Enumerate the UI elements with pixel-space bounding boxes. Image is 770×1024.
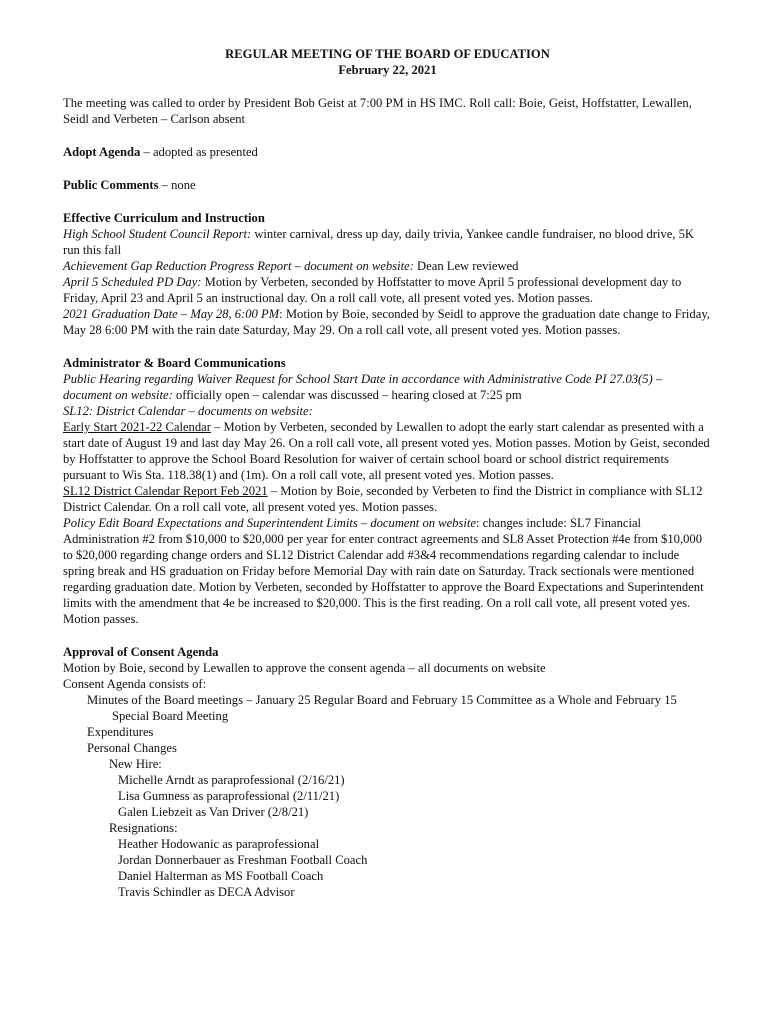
public-hearing-text: officially open – calendar was discussed – hearing closed at 7:25 pm (172, 388, 522, 402)
resignations-label: Resignations: (109, 821, 178, 835)
meeting-date: February 22, 2021 (338, 63, 437, 77)
consent-section (63, 644, 712, 900)
curriculum-item-text: winter carnival, dress up day, daily trivia, Yankee candle fundraiser, no blood drive, 5K run this fall (63, 227, 695, 257)
curriculum-item (63, 306, 712, 338)
admin-heading: Administrator & Board Communications (63, 356, 286, 370)
policy-edit-lead: Policy Edit Board Expectations and Superintendent Limits – document on website (63, 516, 476, 530)
curriculum-item-lead: Achievement Gap Reduction Progress Report – document on website: (63, 259, 414, 273)
spacer (63, 193, 712, 210)
public-hearing-lead: Public Hearing regarding Waiver Request for School Start Date in accordance with Administrative Code PI 27.03(5) – document on website: (63, 372, 663, 402)
spacer (63, 338, 712, 355)
list-item: Michelle Arndt as paraprofessional (2/16/21) (118, 773, 345, 787)
spacer (63, 127, 712, 144)
early-start-item (63, 419, 712, 483)
policy-edit-item (63, 515, 712, 627)
list-item: Heather Hodowanic as paraprofessional (118, 837, 320, 851)
sl12-report-text: – Motion by Boie, seconded by Verbeten to find the District in compliance with SL12 District Calendar. On a roll call vote, all present voted yes. Motion passes. (63, 484, 703, 514)
opening-paragraph: The meeting was called to order by President Bob Geist at 7:00 PM in HS IMC. Roll call: Boie, Geist, Hoffstatter, Lewallen, Seidl and Verbeten – Carlson absent (63, 96, 692, 126)
early-start-text: – Motion by Verbeten, seconded by Lewallen to adopt the early start calendar as presented with a start date of August 19 and last day May 26. On a roll call vote, all present voted yes. Motion passes. Motion by Geist, seconded by Hoffstatter to approve the School Board Resolution for waiver of certain school board or school district requirements pursuant to Wis Sta. 118.38(1) and (1m). On a roll call vote, all present voted yes. Motion passes. (63, 420, 710, 482)
adopt-agenda-line (63, 144, 712, 160)
list-item: Lisa Gumness as paraprofessional (2/11/21) (118, 789, 340, 803)
curriculum-item (63, 226, 712, 258)
curriculum-item (63, 274, 712, 306)
admin-section (63, 355, 712, 627)
curriculum-heading: Effective Curriculum and Instruction (63, 211, 265, 225)
public-hearing-item (63, 371, 712, 403)
curriculum-item-text: Dean Lew reviewed (413, 259, 519, 273)
sl12-report-item (63, 483, 712, 515)
sl12-report-link[interactable]: SL12 District Calendar Report Feb 2021 (63, 484, 268, 498)
adopt-agenda-text: – adopted as presented (140, 145, 258, 159)
curriculum-item-lead: April 5 Scheduled PD Day: (63, 275, 202, 289)
consent-expenditures-item: Expenditures (87, 725, 154, 739)
curriculum-section (63, 210, 712, 338)
adopt-agenda-label: Adopt Agenda (63, 145, 141, 159)
curriculum-item (63, 258, 712, 274)
list-item: Jordan Donnerbauer as Freshman Football Coach (118, 853, 368, 867)
document-title-block (63, 46, 712, 78)
list-item: Daniel Halterman as MS Football Coach (118, 869, 324, 883)
curriculum-item-lead: 2021 Graduation Date – May 28, 6:00 PM (63, 307, 280, 321)
consent-minutes-item: Minutes of the Board meetings – January 25 Regular Board and February 15 Committee as a Whole and February 15 Special Board Meeting (87, 693, 677, 723)
policy-edit-text: : changes include: SL7 Financial Administration #2 from $10,000 to $20,000 per year for enter contract agreements and SL8 Asset Protection #4e from $10,000 to $20,000 regarding change orders and SL12 District Calendar add #3&4 recommendations regarding calendar to include spring break and HS graduation on Friday before Memorial Day with rain date on Saturday. Track sectionals were mentioned regarding graduation date. Motion by Verbeten, seconded by Hoffstatter to approve the Board Expectations and Superintendent limits with the amendment that 4e be increased to $20,000. This is the first reading. On a roll call vote, all present voted yes. Motion passes. (63, 516, 704, 626)
consent-personal-changes-item: Personal Changes (87, 741, 177, 755)
public-comments-label: Public Comments (63, 178, 159, 192)
public-comments-line (63, 177, 712, 193)
early-start-calendar-link[interactable]: Early Start 2021-22 Calendar (63, 420, 211, 434)
public-comments-text: – none (158, 178, 196, 192)
list-item: Galen Liebzeit as Van Driver (2/8/21) (118, 805, 309, 819)
spacer (63, 78, 712, 95)
new-hire-label: New Hire: (109, 757, 162, 771)
consent-heading: Approval of Consent Agenda (63, 645, 219, 659)
curriculum-item-lead: High School Student Council Report: (63, 227, 252, 241)
curriculum-item-text: : Motion by Boie, seconded by Seidl to approve the graduation date change to Friday, May 28 6:00 PM with the rain date Saturday, May 29. On a roll call vote, all present voted yes. Motion passes. (63, 307, 710, 337)
consent-consists-label: Consent Agenda consists of: (63, 677, 207, 691)
spacer (63, 160, 712, 177)
document-title: REGULAR MEETING OF THE BOARD OF EDUCATION (225, 47, 550, 61)
curriculum-item-text: Motion by Verbeten, seconded by Hoffstatter to move April 5 professional development day to Friday, April 23 and April 5 an instructional day. On a roll call vote, all present voted yes. Motion passes. (63, 275, 682, 305)
consent-motion: Motion by Boie, second by Lewallen to approve the consent agenda – all documents on website (63, 661, 546, 675)
list-item: Travis Schindler as DECA Advisor (118, 885, 295, 899)
spacer (63, 627, 712, 644)
sl12-calendar-lead: SL12: District Calendar – documents on website: (63, 404, 313, 418)
